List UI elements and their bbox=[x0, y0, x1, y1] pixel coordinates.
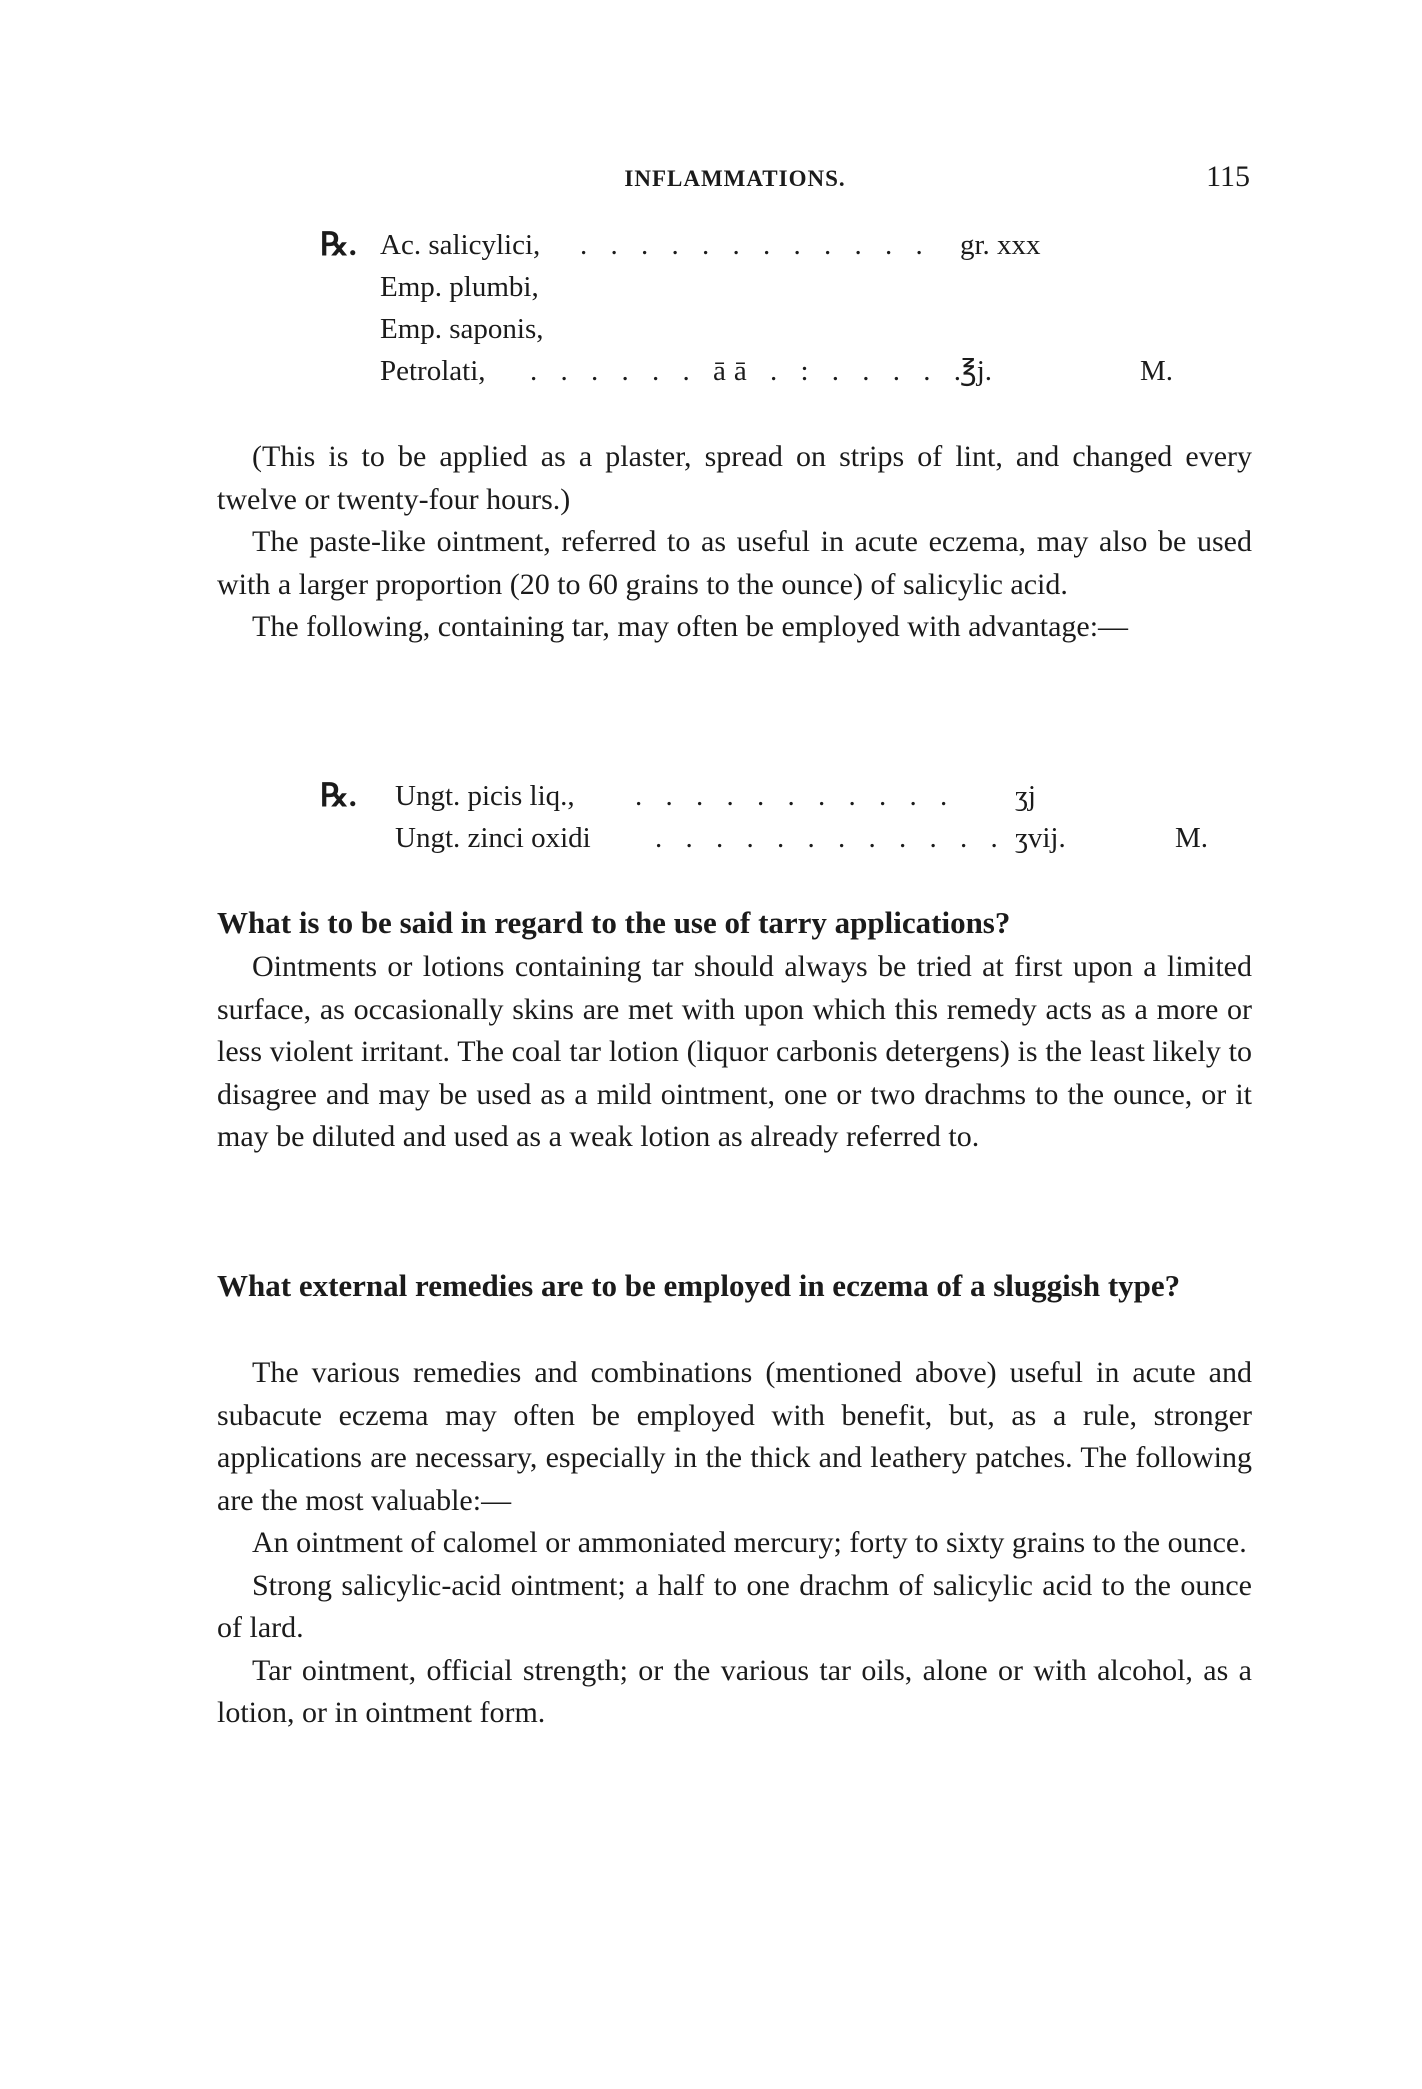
recipe-symbol: ℞. bbox=[320, 777, 357, 813]
leader-dots: . . . . . . . . . . . . bbox=[655, 822, 1006, 854]
mix-instruction: M. bbox=[1175, 822, 1209, 854]
paragraph: (This is to be applied as a plaster, spread on strips of lint, and changed every twelve or twenty-four hours.) bbox=[217, 440, 1252, 516]
running-title: INFLAMMATIONS. bbox=[624, 166, 846, 191]
quantity: ʒj bbox=[1015, 780, 1036, 812]
leader-dots: . . . . . . . . . . . . bbox=[580, 229, 931, 261]
prescription-1 bbox=[320, 225, 1200, 395]
prescription-2 bbox=[320, 776, 1240, 866]
running-head bbox=[220, 160, 1250, 200]
question-heading: What is to be said in regard to the use of tarry applications? bbox=[217, 905, 1011, 940]
prescription-line bbox=[395, 818, 1240, 858]
quantity: ʒvij. bbox=[1015, 822, 1066, 854]
prescription-line bbox=[380, 351, 1200, 391]
ingredient: Ac. salicylici, bbox=[380, 229, 541, 261]
prescription-line bbox=[380, 225, 1200, 265]
prescription-line bbox=[395, 776, 1240, 816]
paragraph-group-1 bbox=[217, 436, 1252, 649]
paragraph: An ointment of calomel or ammoniated mercury; forty to sixty grains to the ounce. bbox=[252, 1526, 1247, 1559]
mix-instruction: M. bbox=[1140, 355, 1174, 387]
paragraph: The following, containing tar, may often be employed with advantage:— bbox=[252, 610, 1129, 643]
leader-dots: . . . . . . āā . : . . . . . bbox=[530, 355, 970, 387]
ingredient: Ungt. zinci oxidi bbox=[395, 822, 591, 854]
ingredient: Petrolati, bbox=[380, 355, 486, 387]
paragraph: The various remedies and combinations (mentioned above) useful in acute and subacute eczema may often be employed with benefit, but, as a rule, stronger applications are necessary, especially in the thick and leathery patches. The following are the most valuable:— bbox=[217, 1356, 1252, 1517]
ingredient: Emp. plumbi, bbox=[380, 271, 539, 303]
paragraph: Tar ointment, official strength; or the various tar oils, alone or with alcohol, as a lotion, or in ointment form. bbox=[217, 1653, 1252, 1729]
leader-dots: . . . . . . . . . . . bbox=[635, 780, 956, 812]
page-number: 115 bbox=[1206, 160, 1250, 193]
ingredient: Ungt. picis liq., bbox=[395, 780, 575, 812]
answer-1 bbox=[217, 946, 1252, 1159]
question-heading: What external remedies are to be employed in eczema of a sluggish type? bbox=[217, 1268, 1181, 1303]
quantity: gr. xxx bbox=[960, 229, 1041, 261]
paragraph: Strong salicylic-acid ointment; a half to one drachm of salicylic acid to the ounce of lard. bbox=[217, 1568, 1252, 1644]
recipe-symbol: ℞. bbox=[320, 226, 357, 262]
paragraph: The paste-like ointment, referred to as useful in acute eczema, may also be used with a larger proportion (20 to 60 grains to the ounce) of salicylic acid. bbox=[217, 525, 1252, 601]
ingredient: Emp. saponis, bbox=[380, 313, 544, 345]
prescription-line bbox=[380, 309, 1200, 349]
prescription-line bbox=[380, 267, 1200, 307]
quantity: ℥j. bbox=[960, 355, 993, 387]
answer-2 bbox=[217, 1352, 1252, 1735]
paragraph: Ointments or lotions containing tar should always be tried at first upon a limited surface, as occasionally skins are met with upon which this remedy acts as a more or less violent irritant. The coal tar lotion (liquor carbonis detergens) is the least likely to disagree and may be used as a mild ointment, one or two drachms to the ounce, or it may be diluted and used as a weak lotion as already referred to. bbox=[217, 950, 1252, 1153]
